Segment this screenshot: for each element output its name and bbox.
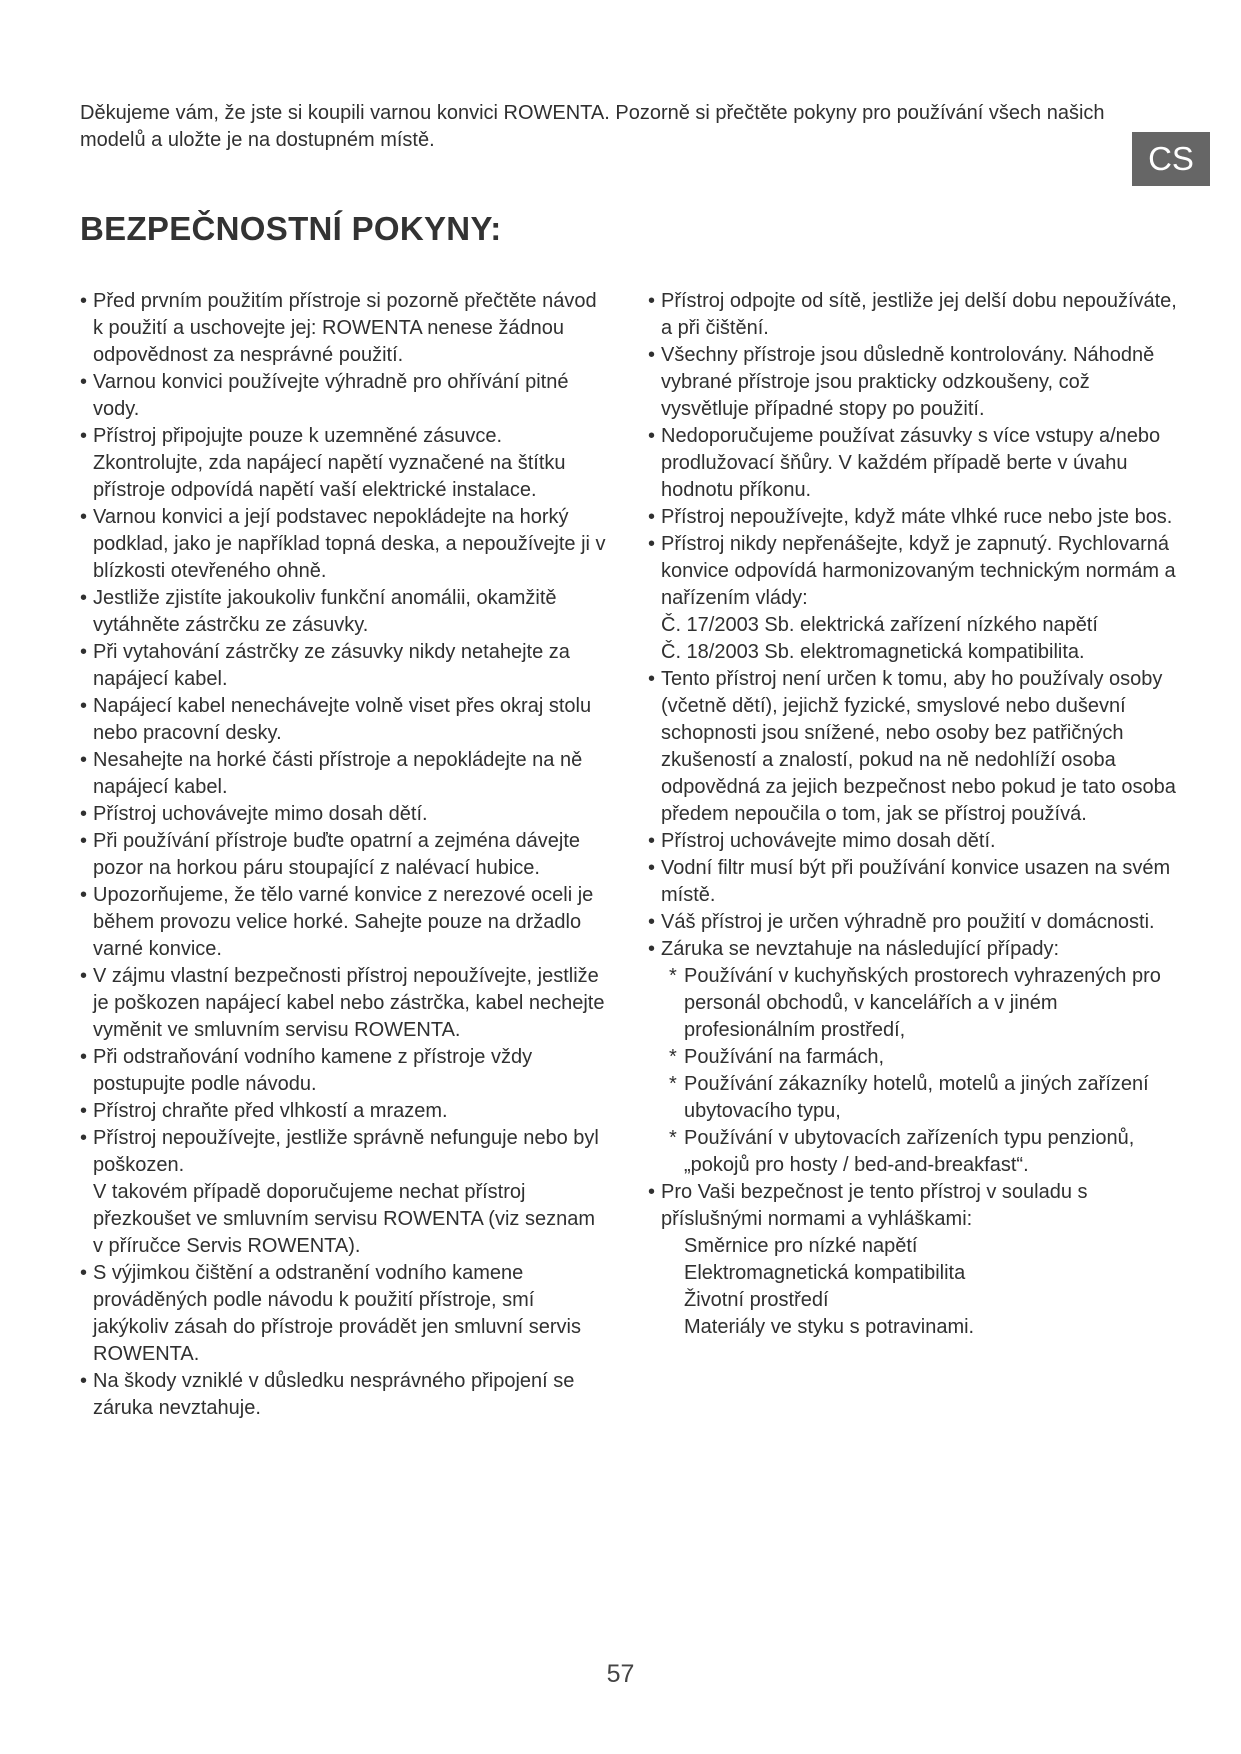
warranty-exclusion: * Používání v kuchyňských prostorech vyhrazených pro personál obchodů, v kancelářích a v jiném profesionálním prostředí, xyxy=(661,963,1178,1044)
list-item: • Pro Vaši bezpečnost je tento přístroj v souladu s příslušnými normami a vyhláškami: Směrnice pro nízké napětí Elektromagnetická kompatibilita Životní prostředí Materiály ve styku s potravinami. xyxy=(648,1179,1178,1341)
list-item: • Všechny přístroje jsou důsledně kontrolovány. Náhodně vybrané přístroje jsou prakticky odzkoušeny, což vysvětluje případné stopy po použití. xyxy=(648,342,1178,423)
list-item: • Jestliže zjistíte jakoukoliv funkční anomálii, okamžitě vytáhněte zástrčku ze zásuvky. xyxy=(80,585,610,639)
list-item: • Přístroj uchovávejte mimo dosah dětí. xyxy=(648,828,1178,855)
safety-list-left xyxy=(80,288,610,1422)
list-item: • Přístroj chraňte před vlhkostí a mrazem. xyxy=(80,1098,610,1125)
list-item: • Přístroj odpojte od sítě, jestliže jej delší dobu nepoužíváte, a při čištění. xyxy=(648,288,1178,342)
list-item: • Nesahejte na horké části přístroje a nepokládejte na ně napájecí kabel. xyxy=(80,747,610,801)
regulation-line: Č. 18/2003 Sb. elektromagnetická kompatibilita. xyxy=(661,641,1085,663)
list-item: • Přístroj nepoužívejte, když máte vlhké ruce nebo jste bos. xyxy=(648,504,1178,531)
regulation-line: Č. 17/2003 Sb. elektrická zařízení nízkého napětí xyxy=(661,614,1098,636)
list-item: • Váš přístroj je určen výhradně pro použití v domácnosti. xyxy=(648,909,1178,936)
list-item: • Při odstraňování vodního kamene z přístroje vždy postupujte podle návodu. xyxy=(80,1044,610,1098)
list-item: • Na škody vzniklé v důsledku nesprávného připojení se záruka nevztahuje. xyxy=(80,1368,610,1422)
list-item: • Při používání přístroje buďte opatrní a zejména dávejte pozor na horkou páru stoupající z nalévací hubice. xyxy=(80,828,610,882)
list-item: • V zájmu vlastní bezpečnosti přístroj nepoužívejte, jestliže je poškozen napájecí kabel nebo zástrčka, kabel nechejte vyměnit ve smluvním servisu ROWENTA. xyxy=(80,963,610,1044)
list-item: • Přístroj nikdy nepřenášejte, když je zapnutý. Rychlovarná konvice odpovídá harmonizovaným technickým normám a nařízením vlády: Č. 17/2003 Sb. elektrická zařízení nízkého napětí Č. 18/2003 Sb. elektromagnetická kompatibilita. xyxy=(648,531,1178,666)
list-item-note: V takovém případě doporučujeme nechat přístroj přezkoušet ve smluvním servisu ROWENTA (viz seznam v příručce Servis ROWENTA). xyxy=(93,1181,595,1257)
directive-line: Směrnice pro nízké napětí xyxy=(684,1235,918,1257)
list-item: • Před prvním použitím přístroje si pozorně přečtěte návod k použití a uschovejte jej: ROWENTA nenese žádnou odpovědnost za nesprávné použití. xyxy=(80,288,610,369)
list-item: • Přístroj připojujte pouze k uzemněné zásuvce. Zkontrolujte, zda napájecí napětí vyznačené na štítku přístroje odpovídá napětí vaší elektrické instalace. xyxy=(80,423,610,504)
list-item: • Upozorňujeme, že tělo varné konvice z nerezové oceli je během provozu velice horké. Sahejte pouze na držadlo varné konvice. xyxy=(80,882,610,963)
intro-text: Děkujeme vám, že jste si koupili varnou konvici ROWENTA. Pozorně si přečtěte pokyny pro používání všech našich modelů a uložte je na dostupném místě. xyxy=(80,102,1105,151)
warranty-exclusion: * Používání na farmách, xyxy=(661,1044,1178,1071)
list-item: • Při vytahování zástrčky ze zásuvky nikdy netahejte za napájecí kabel. xyxy=(80,639,610,693)
list-item: • Záruka se nevztahuje na následující případy: * Používání v kuchyňských prostorech vyhrazených pro personál obchodů, v kancelářích a v jiném profesionálním prostředí, * Používání na farmách, * Používání zákazníky hotelů, motelů a jiných zařízení ubytovacího typu, * Používání v ubytovacích zařízeních typu penzionů, „pokojů pro hosty / bed-and-breakfast“. xyxy=(648,936,1178,1179)
list-item: • Tento přístroj není určen k tomu, aby ho používaly osoby (včetně dětí), jejichž fyzické, smyslové nebo duševní schopnosti jsou snížené, nebo osoby bez patřičných zkušeností a znalostí, pokud na ně nedohlíží osoba odpovědná za jejich bezpečnost nebo pokud je tato osoba předem nepoučila o tom, jak se přístroj používá. xyxy=(648,666,1178,828)
list-item: • Nedoporučujeme používat zásuvky s více vstupy a/nebo prodlužovací šňůry. V každém případě berte v úvahu hodnotu příkonu. xyxy=(648,423,1178,504)
directive-line: Materiály ve styku s potravinami. xyxy=(684,1316,975,1338)
list-item: • Přístroj nepoužívejte, jestliže správně nefunguje nebo byl poškozen. V takovém případě doporučujeme nechat přístroj přezkoušet ve smluvním servisu ROWENTA (viz seznam v příručce Servis ROWENTA). xyxy=(80,1125,610,1260)
safety-list-right xyxy=(648,288,1178,1341)
list-item: • Varnou konvici používejte výhradně pro ohřívání pitné vody. xyxy=(80,369,610,423)
section-title: BEZPEČNOSTNÍ POKYNY: xyxy=(80,210,502,247)
list-item: • S výjimkou čištění a odstranění vodního kamene prováděných podle návodu k použití přístroje, smí jakýkoliv zásah do přístroje provádět jen smluvní servis ROWENTA. xyxy=(80,1260,610,1368)
list-item: • Napájecí kabel nenechávejte volně viset přes okraj stolu nebo pracovní desky. xyxy=(80,693,610,747)
page-number: 57 xyxy=(606,1660,635,1688)
language-tab: CS xyxy=(1132,132,1210,186)
list-item: • Vodní filtr musí být při používání konvice usazen na svém místě. xyxy=(648,855,1178,909)
directive-line: Elektromagnetická kompatibilita xyxy=(684,1262,966,1284)
warranty-exclusion: * Používání zákazníky hotelů, motelů a jiných zařízení ubytovacího typu, xyxy=(661,1071,1178,1125)
warranty-exclusion: * Používání v ubytovacích zařízeních typu penzionů, „pokojů pro hosty / bed-and-breakfast“. xyxy=(661,1125,1178,1179)
directive-line: Životní prostředí xyxy=(684,1289,829,1311)
list-item: • Varnou konvici a její podstavec nepokládejte na horký podklad, jako je například topná deska, a nepoužívejte ji v blízkosti otevřeného ohně. xyxy=(80,504,610,585)
list-item: • Přístroj uchovávejte mimo dosah dětí. xyxy=(80,801,610,828)
